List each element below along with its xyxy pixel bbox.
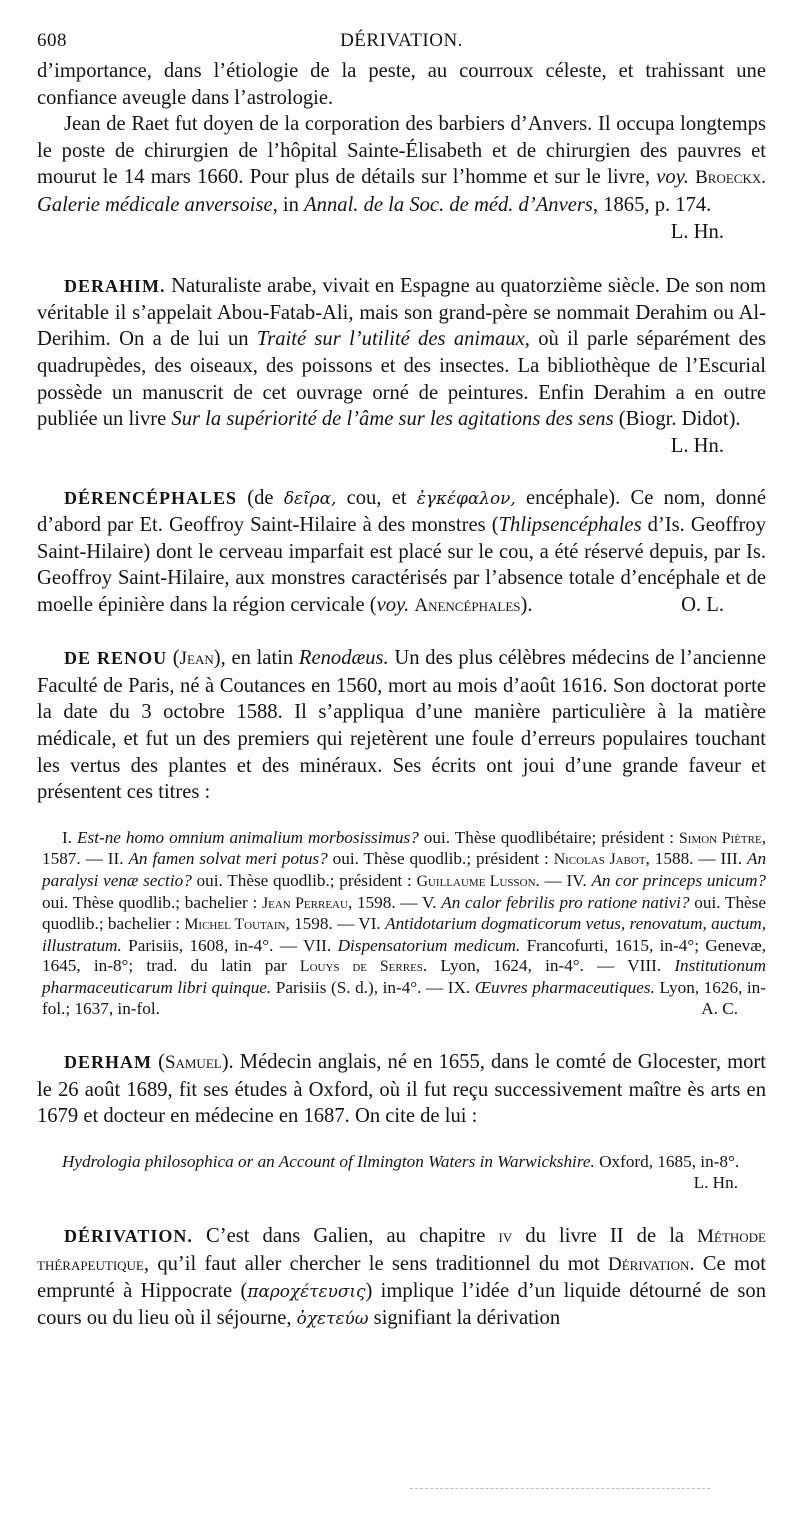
entry-derencephales xyxy=(37,485,766,619)
signature: O. L. xyxy=(681,593,724,616)
entry-paragraph: DERHAM (Samuel). Médecin anglais, né en 1655, dans le comté de Glocester, mort le 26 août 1689, fit ses études à Oxford, où il fut reçu successivement maître ès arts en 1679 et docteur en médecine en 1687. On cite de lui : xyxy=(37,1051,766,1128)
work-title: An calor febrilis pro ratione nativi? xyxy=(441,892,690,912)
item-text: oui. Thèse quodlib.; président : xyxy=(191,871,417,891)
entry-headword: DERHAM xyxy=(64,1052,152,1073)
bibliography-list xyxy=(42,828,766,1019)
item-text: , 1588. — xyxy=(645,849,721,869)
entry-text: (Biogr. Didot). xyxy=(613,408,741,431)
entry-derham xyxy=(37,1049,766,1193)
voy-abbrev: voy. xyxy=(376,593,410,616)
person-name: Simon Piètre xyxy=(678,829,762,847)
entry-text: ). Médecin anglais, né en 1655, dans le comté de Glocester, mort le 26 août 1689, fit ses études à Oxford, où il fut reçu successivement maître ès arts en 1679 et docteur en médecine en 1687. On cite de lui : xyxy=(37,1051,766,1128)
entry-derahim xyxy=(37,273,766,459)
page-number: 608 xyxy=(37,30,67,51)
previous-article-continuation xyxy=(37,58,766,245)
entry-text: signifiant la dérivation xyxy=(368,1306,561,1329)
term: Dérivation xyxy=(608,1253,690,1275)
raet-text: Jean de Raet fut doyen de la corporation des barbiers d’Anvers. Il occupa longtemps le poste de chirurgien de l’hôpital Sainte-Élisabeth et de chirurgien des pauvres et mourut le 14 mars 1660. Pour plus de détails sur l’homme et sur le livre, xyxy=(37,113,766,189)
latin-name: Renodæus. xyxy=(298,647,389,670)
item-text: oui. Thèse quodlib.; bachelier : xyxy=(42,892,262,912)
entry-de-renou xyxy=(37,645,766,1019)
reference-journal: Annal. de la Soc. de méd. d’Anvers, xyxy=(304,193,599,216)
work-title: An cor princeps unicum? xyxy=(591,871,767,891)
item-text: Lyon, 1626, in-fol.; 1637, in-fol. xyxy=(42,978,766,1018)
item-number: VI. xyxy=(358,914,386,934)
reference-author: Broeckx. xyxy=(695,167,766,189)
item-number: VII. xyxy=(303,935,338,955)
greek-word: ἐγκέφαλον, xyxy=(416,488,516,509)
signature: L. Hn. xyxy=(670,434,724,457)
person-name: Jean Perreau xyxy=(261,894,348,912)
entry-text: ) implique l’idée d’un liquide détourné de son cours ou du lieu où il séjourne, xyxy=(37,1280,767,1329)
given-name: Samuel xyxy=(164,1052,222,1074)
item-number: VIII. xyxy=(627,956,675,976)
entry-headword: DE RENOU xyxy=(64,648,168,669)
entry-derivation xyxy=(37,1223,766,1331)
entry-text: . Ce mot emprunté à Hippocrate ( xyxy=(37,1252,766,1303)
reference-in: in xyxy=(277,193,305,216)
work-title: An paralysi venæ sectio? xyxy=(42,849,767,891)
work-title: Sur la supériorité de l’âme sur les agitations des sens xyxy=(171,408,614,431)
term-italic: Thlipsencéphales xyxy=(498,513,642,536)
continuation-paragraph: d’importance, dans l’étiologie de la peste, au courroux céleste, et trahissant une confiance aveugle dans l’astrologie. xyxy=(37,60,766,109)
entry-text: où il parle séparément des quadrupèdes, des oiseaux, des poissons et des insectes. La bibliothèque de l’Escurial possède un manuscrit de cet ouvrage orné de peintures. Enfin Derahim a en outre publiée un livre xyxy=(37,328,766,431)
entry-text: Un des plus célèbres médecins de l’ancienne Faculté de Paris, né à Coutances en 1560, mort au mois d’août 1616. Son doctorat porte la date du 3 octobre 1588. Il s’appliqua d’une manière particulière à la matière médicale, et fut un des premiers qui rejetèrent une foule d’erreurs populaires touchant les vertus des plantes et des minéraux. Ses écrits ont joui d’une grande faveur et présentent ces titres : xyxy=(37,647,766,804)
work-title: An famen solvat meri potus? xyxy=(128,849,328,869)
bibliography-item xyxy=(42,1152,766,1193)
entry-paragraph xyxy=(37,1223,766,1331)
item-text: , 1587. — xyxy=(42,827,767,869)
item-text: . — xyxy=(535,871,567,891)
raet-paragraph xyxy=(37,111,766,245)
item-number: V. xyxy=(421,892,442,912)
signature: L. Hn. xyxy=(693,1172,738,1192)
reference-end: 1865, p. 174. xyxy=(598,193,712,216)
bibliography xyxy=(37,1152,766,1193)
work-title: Antidotarium dogmaticorum vetus, renovatum, auctum, illustratum. xyxy=(42,914,767,955)
greek-word: ὀχετεύω xyxy=(296,1307,369,1328)
entry-headword: DERAHIM. xyxy=(64,276,166,297)
entry-headword: DÉRENCÉPHALES xyxy=(64,488,238,509)
item-number: IX. xyxy=(447,978,475,997)
signature: A. C. xyxy=(701,998,738,1018)
bottom-rule xyxy=(410,1488,710,1489)
item-text: oui. Thèse quodlib.; bachelier : xyxy=(42,892,766,934)
entry-text: , qu’il faut aller chercher le sens traditionnel du mot xyxy=(143,1252,609,1275)
running-head xyxy=(37,30,766,58)
entry-text: ), en latin xyxy=(213,647,299,670)
entry-paragraph xyxy=(37,273,766,459)
work-name: Méthode thérapeutique xyxy=(37,1226,766,1275)
running-title: DÉRIVATION. xyxy=(340,30,463,51)
person-name: Louys de Serres xyxy=(299,958,423,976)
entry-text: ). xyxy=(520,593,533,616)
item-number: III. xyxy=(720,849,747,869)
work-title: Dispensatorium medicum. xyxy=(337,935,521,955)
item-text: , 1598. — xyxy=(347,892,422,912)
entry-text: cou, et xyxy=(336,487,417,510)
entry-text: encéphale). Ce nom, donné d’abord par Et. Geoffroy Saint-Hilaire à des monstres ( xyxy=(37,487,766,536)
work-title: Œuvres pharmaceutiques. xyxy=(474,978,655,997)
item-number: II. xyxy=(107,849,129,869)
item-text: oui. Thèse quodlibétaire; président : xyxy=(418,827,679,847)
given-name: Jean xyxy=(179,648,214,670)
entry-headword: DÉRIVATION. xyxy=(64,1226,193,1247)
item-text: , 1598. — xyxy=(285,914,359,934)
entry-text: C’est dans Galien, au chapitre xyxy=(192,1225,499,1248)
person-name: Michel Toutain xyxy=(184,916,286,934)
entry-text: du livre II de la xyxy=(512,1225,698,1248)
entry-text: Naturaliste arabe, vivait en Espagne au quatorzième siècle. De son nom véritable il s’appelait Abou-Fatab-Ali, mais son grand-père se nommait Derahim ou Al-Derihim. On a de lui un xyxy=(37,275,766,351)
signature: L. Hn. xyxy=(670,220,724,243)
item-text: Oxford, 1685, in-8°. xyxy=(594,1151,740,1171)
entry-text: d’Is. Geoffroy Saint-Hilaire) dont le cerveau imparfait est placé sur le cou, a été réservé depuis, par Is. Geoffroy Saint-Hilaire, aux monstres caractérisés par l’absence totale d’encéphale et de moelle épinière dans la région cervicale ( xyxy=(37,513,767,616)
work-title: Est-ne homo omnium animalium morbosissimus? xyxy=(77,827,419,847)
person-name: Nicolas Jabot xyxy=(553,851,646,869)
work-title: Traité sur l’utilité des animaux, xyxy=(256,328,530,351)
cross-reference: Anencéphales xyxy=(414,594,521,616)
work-title: Hydrologia philosophica or an Account of Ilmington Waters in Warwickshire. xyxy=(62,1151,595,1171)
greek-word: δεῖρα, xyxy=(283,488,337,509)
item-text: Francofurti, 1615, in-4°; Genevæ, 1645, in-8°; trad. du latin par xyxy=(42,935,766,976)
person-name: Guillaume Lusson xyxy=(416,873,536,891)
chapter-numeral: iv xyxy=(498,1226,513,1248)
item-text: oui. Thèse quodlib.; président : xyxy=(327,849,554,869)
item-text: Parisiis, 1608, in-4°. — xyxy=(121,935,304,955)
entry-paragraph: DE RENOU (Jean), en latin Renodæus. Un des plus célèbres médecins de l’ancienne Faculté de Paris, né à Coutances en 1560, mort au mois d’août 1616. Son doctorat porte la date du 3 octobre 1588. Il s’appliqua d’une manière particulière à la matière médicale, et fut un des premiers qui rejetèrent une foule d’erreurs populaires touchant les vertus des plantes et des minéraux. Ses écrits ont joui d’une grande faveur et présentent ces titres : xyxy=(37,647,766,804)
reference-title: Galerie médicale anversoise, xyxy=(37,193,278,216)
greek-word: παροχέτευσις xyxy=(247,1281,366,1302)
entry-paragraph xyxy=(37,485,766,619)
work-title: Institutionum pharmaceuticarum libri quinque. xyxy=(42,956,766,997)
entry-text: (de xyxy=(237,487,284,510)
item-text: . Lyon, 1624, in-4°. — xyxy=(422,956,628,976)
item-number: I. xyxy=(62,827,78,847)
bibliography xyxy=(37,828,766,1019)
item-number: IV. xyxy=(566,871,592,891)
item-text: Parisiis (S. d.), in-4°. — xyxy=(271,978,448,997)
voy-abbrev: voy. xyxy=(656,166,689,189)
